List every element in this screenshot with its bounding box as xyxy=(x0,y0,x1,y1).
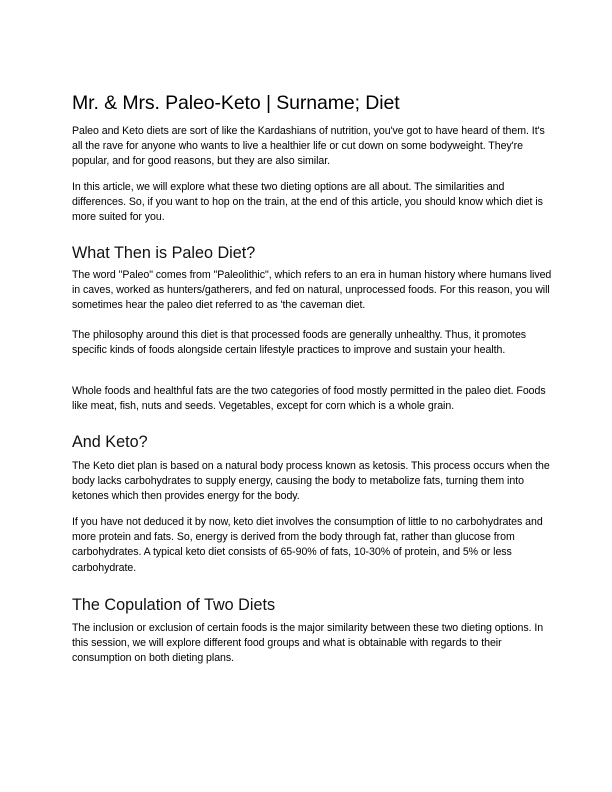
section-heading-keto: And Keto? xyxy=(72,433,148,451)
section-heading-copulation: The Copulation of Two Diets xyxy=(72,596,276,614)
intro-paragraph-1: Paleo and Keto diets are sort of like the Kardashians of nutrition, you've got to have heard of them. It's all the rave for anyone who wants to live a healthier life or cut down on some bodyweight. They're popular, and for good reasons, but they are also similar. xyxy=(72,125,545,168)
keto-paragraph-1: The Keto diet plan is based on a natural body process known as ketosis. This process occurs when the body lacks carbohydrates to supply energy, causing the body to metabolize fats, turning them into ketones which then provides energy for the body. xyxy=(72,460,550,503)
intro-paragraph-2: In this article, we will explore what these two dieting options are all about. The similarities and differences. So, if you want to hop on the train, at the end of this article, you should know which diet is more suited for you. xyxy=(72,181,543,224)
keto-paragraph-2: If you have not deduced it by now, keto diet involves the consumption of little to no carbohydrates and more protein and fats. So, energy is derived from the body through fat, rather than glucose from carbohydrates. A typical keto diet consists of 65-90% of fats, 10-30% of protein, and 5% or less carbohydrate. xyxy=(72,516,543,574)
paleo-paragraph-3: Whole foods and healthful fats are the two categories of food mostly permitted in the paleo diet. Foods like meat, fish, nuts and seeds. Vegetables, except for corn which is a whole grain. xyxy=(72,385,546,413)
paleo-paragraph-2: The philosophy around this diet is that processed foods are generally unhealthy. Thus, it promotes specific kinds of foods alongside certain lifestyle practices to improve and sustain your health. xyxy=(72,329,527,357)
paleo-paragraph-1: The word "Paleo" comes from "Paleolithic", which refers to an era in human history where humans lived in caves, worked as hunters/gatherers, and fed on natural, unprocessed foods. For this reason, you will sometimes hear the paleo diet referred to as 'the caveman diet. xyxy=(72,269,552,312)
section-heading-paleo: What Then is Paleo Diet? xyxy=(72,244,256,262)
document-title: Mr. & Mrs. Paleo-Keto | Surname; Diet xyxy=(72,92,400,114)
copulation-paragraph-1: The inclusion or exclusion of certain foods is the major similarity between these two dieting options. In this session, we will explore different food groups and what is obtainable with regards to their consumption on both dieting plans. xyxy=(72,622,544,665)
